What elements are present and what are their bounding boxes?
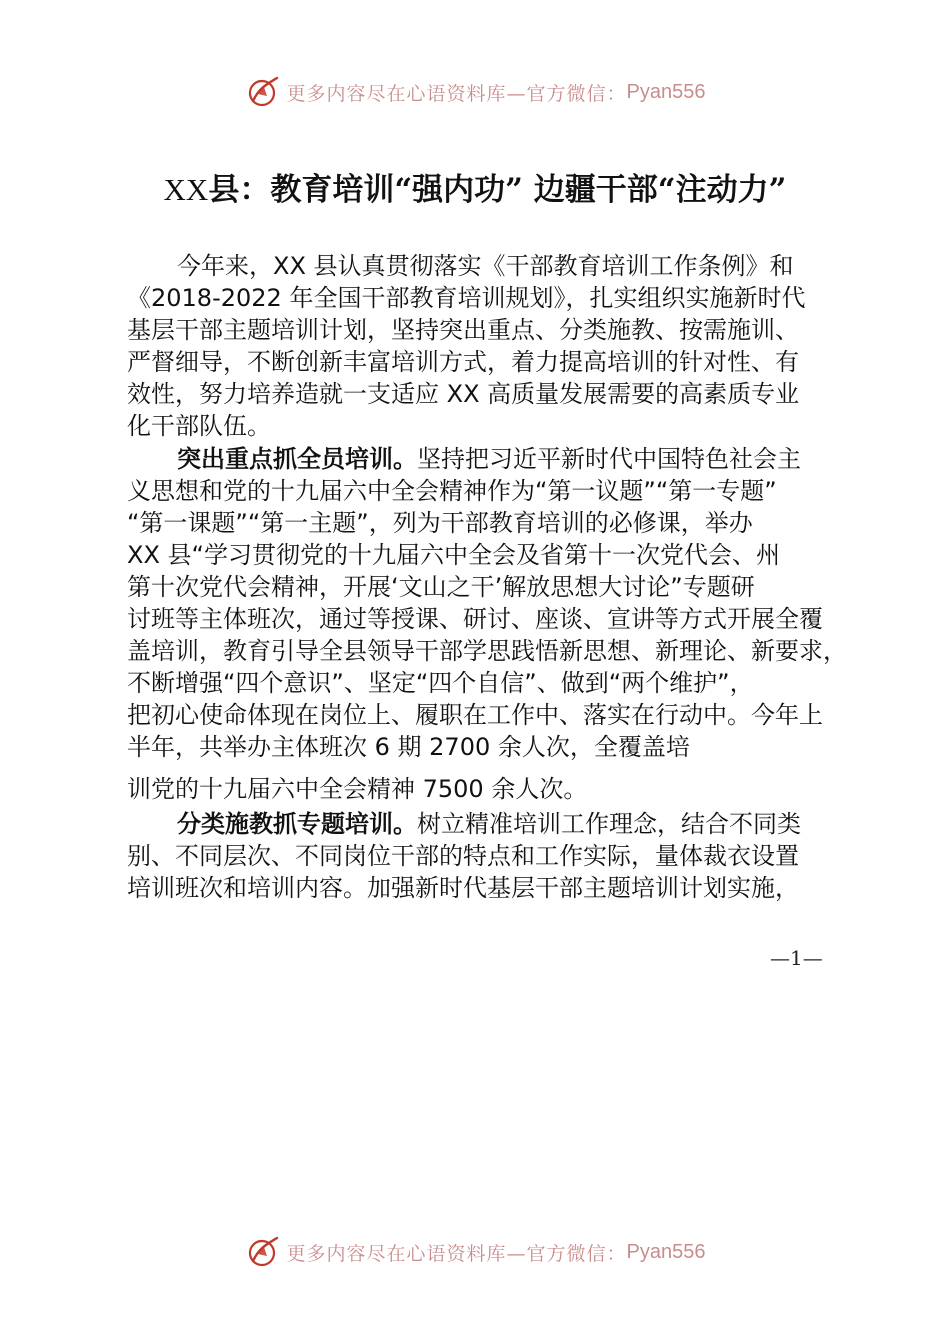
paragraph2-first-line-text: 坚持把习近平新时代中国特色社会主 [417,445,801,473]
paragraph2-line: 不断增强“四个意识”、坚定“四个自信”、做到“两个维护”， [127,669,754,697]
page-number: —1— [770,946,823,970]
watermark-text: 更多内容尽在心语资料库—官方微信： [286,82,627,105]
paragraph2-line: 盖培训，教育引导全县领导干部学思践悟新思想、新理论、新要求， [127,637,847,665]
paragraph3-heading: 分类施教抓专题培训。 [177,810,417,838]
watermark-wechat-id: Pyan556 [626,1240,706,1263]
paragraph2-line: “第一课题”“第一主题”，列为干部教育培训的必修课，举办 [127,509,753,537]
document-title [0,164,950,209]
paragraph3-line: 别、不同层次、不同岗位干部的特点和工作实际，量体裁衣设置 [127,842,799,870]
paragraph1-line: 《2018-2022 年全国干部教育培训规划》，扎实组织实施新时代 [127,284,806,312]
paragraph2-heading: 突出重点抓全员培训。 [177,445,417,473]
paragraph1-line: 基层干部主题培训计划，坚持突出重点、分类施教、按需施训、 [127,316,799,344]
paragraph3-line: 培训班次和培训内容。加强新时代基层干部主题培训计划实施， [127,874,799,902]
paragraph3-first-line-text: 树立精准培训工作理念，结合不同类 [417,810,801,838]
brand-logo-icon [245,1234,281,1270]
paragraph2-line: 训党的十九届六中全会精神 7500 余人次。 [127,775,588,803]
title-prefix: XX [163,172,209,207]
paragraph2-line: 第十次党代会精神，开展‘文山之干’解放思想大讨论”专题研 [127,573,755,601]
paragraph2-line: XX 县“学习贯彻党的十九届六中全会及省第十一次党代会、州 [127,541,780,569]
paragraph2-line: 义思想和党的十九届六中全会精神作为“第一议题”“第一专题” [127,477,777,505]
watermark-wechat-id: Pyan556 [626,80,706,103]
paragraph2-line: 把初心使命体现在岗位上、履职在工作中、落实在行动中。今年上 [127,701,823,729]
footer-watermark [0,1232,950,1272]
paragraph2-first-line [177,443,801,475]
paragraph2-line: 讨班等主体班次，通过等授课、研讨、座谈、宣讲等方式开展全覆 [127,605,823,633]
paragraph1-line: 严督细导，不断创新丰富培训方式，着力提高培训的针对性、有 [127,348,799,376]
paragraph1-line: 效性，努力培养造就一支适应 XX 高质量发展需要的高素质专业 [127,380,800,408]
watermark-text: 更多内容尽在心语资料库—官方微信： [286,1242,627,1265]
paragraph2-line: 半年，共举办主体班次 6 期 2700 余人次，全覆盖培 [127,733,690,761]
title-text: 县：教育培训“强内功” 边疆干部“注动力” [208,172,787,208]
paragraph3-first-line [177,808,801,840]
header-watermark [0,72,950,112]
brand-logo-icon [245,74,281,110]
paragraph1-line: 化干部队伍。 [127,412,271,440]
paragraph1-line: 今年来，XX 县认真贯彻落实《干部教育培训工作条例》和 [177,252,794,280]
